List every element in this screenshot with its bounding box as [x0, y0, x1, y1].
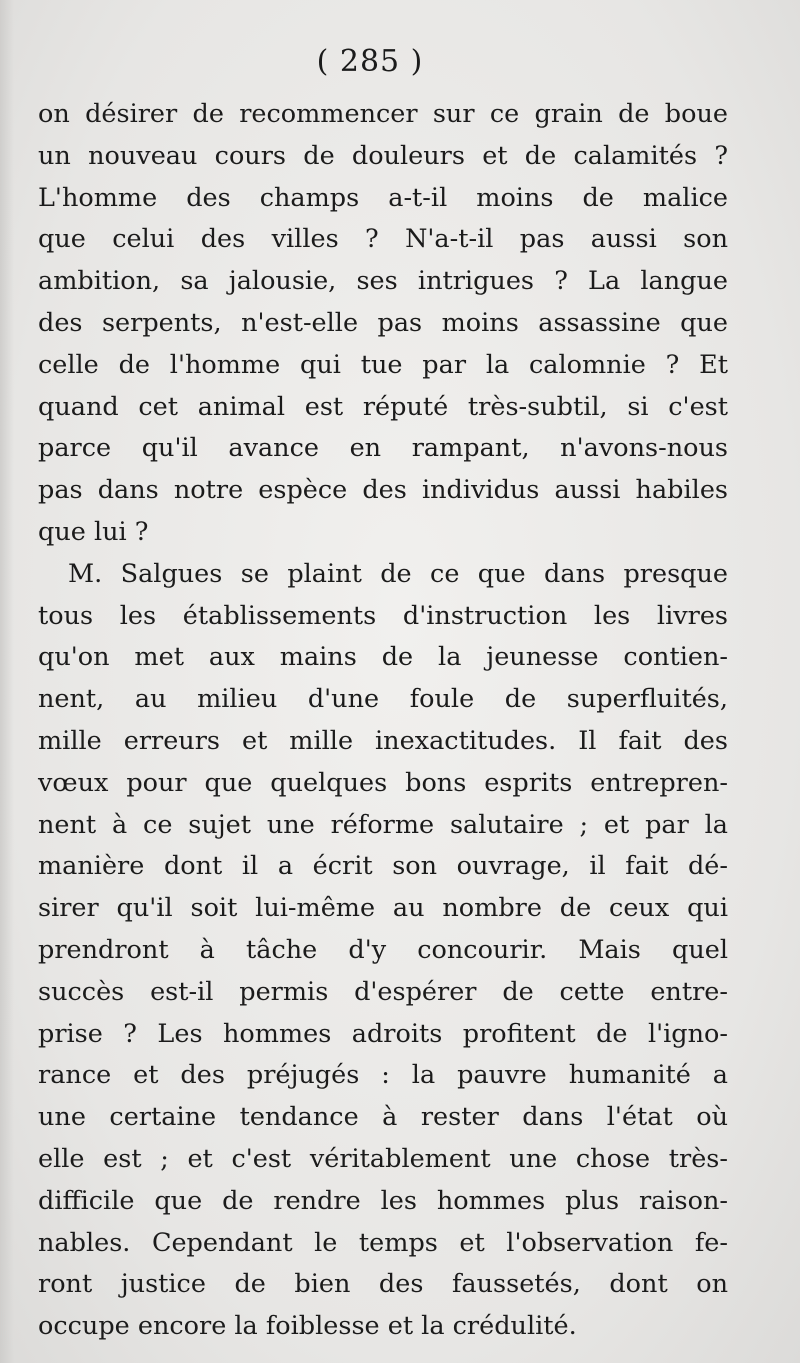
page-edge-shadow: [0, 0, 14, 1363]
text-line: L'homme des champs a-t-il moins de malice: [38, 182, 728, 213]
text-line: parce qu'il avance en rampant, n'avons-nous: [38, 433, 728, 464]
text-line: qu'on met aux mains de la jeunesse contien-: [38, 642, 728, 673]
text-line: elle est ; et c'est véritablement une chose très-: [38, 1143, 728, 1174]
text-body: [38, 94, 728, 1348]
text-line: mille erreurs et mille inexactitudes. Il fait des: [38, 725, 728, 756]
text-line: que lui ?: [38, 516, 149, 547]
text-line: nent à ce sujet une réforme salutaire ; et par la: [38, 809, 728, 840]
text-line: que celui des villes ? N'a-t-il pas aussi son: [38, 224, 728, 255]
text-line: rance et des préjugés : la pauvre humanité a: [38, 1060, 728, 1091]
text-line: M. Salgues se plaint de ce que dans presque: [68, 558, 728, 589]
text-line: prise ? Les hommes adroits profitent de l'igno-: [38, 1018, 728, 1049]
text-line: vœux pour que quelques bons esprits entrepren-: [38, 767, 728, 798]
text-line: difficile que de rendre les hommes plus raison-: [38, 1185, 728, 1216]
text-line: prendront à tâche d'y concourir. Mais quel: [38, 934, 728, 965]
text-line: des serpents, n'est-elle pas moins assassine que: [38, 307, 728, 338]
page-number: ( 285 ): [316, 44, 424, 79]
text-line: ambition, sa jalousie, ses intrigues ? La langue: [38, 266, 728, 297]
text-line: manière dont il a écrit son ouvrage, il fait dé-: [38, 851, 728, 882]
text-line: quand cet animal est réputé très-subtil, si c'est: [38, 391, 728, 422]
text-line: succès est-il permis d'espérer de cette entre-: [38, 976, 728, 1007]
text-line: pas dans notre espèce des individus aussi habiles: [38, 475, 728, 506]
text-line: une certaine tendance à rester dans l'état où: [38, 1102, 728, 1133]
text-line: on désirer de recommencer sur ce grain de boue: [38, 99, 728, 129]
text-line: sirer qu'il soit lui-même au nombre de ceux qui: [38, 893, 728, 924]
paragraph: [38, 554, 728, 1348]
text-line: nent, au milieu d'une foule de superfluités,: [38, 684, 728, 715]
paragraph: [38, 94, 728, 554]
text-line: un nouveau cours de douleurs et de calamités ?: [38, 140, 728, 171]
text-line: tous les établissements d'instruction les livres: [38, 600, 728, 631]
text-line: nables. Cependant le temps et l'observation fe-: [38, 1227, 728, 1258]
text-line: celle de l'homme qui tue par la calomnie ? Et: [38, 349, 728, 380]
text-line: occupe encore la foiblesse et la crédulité.: [38, 1311, 577, 1342]
text-line: ront justice de bien des faussetés, dont on: [38, 1269, 728, 1300]
